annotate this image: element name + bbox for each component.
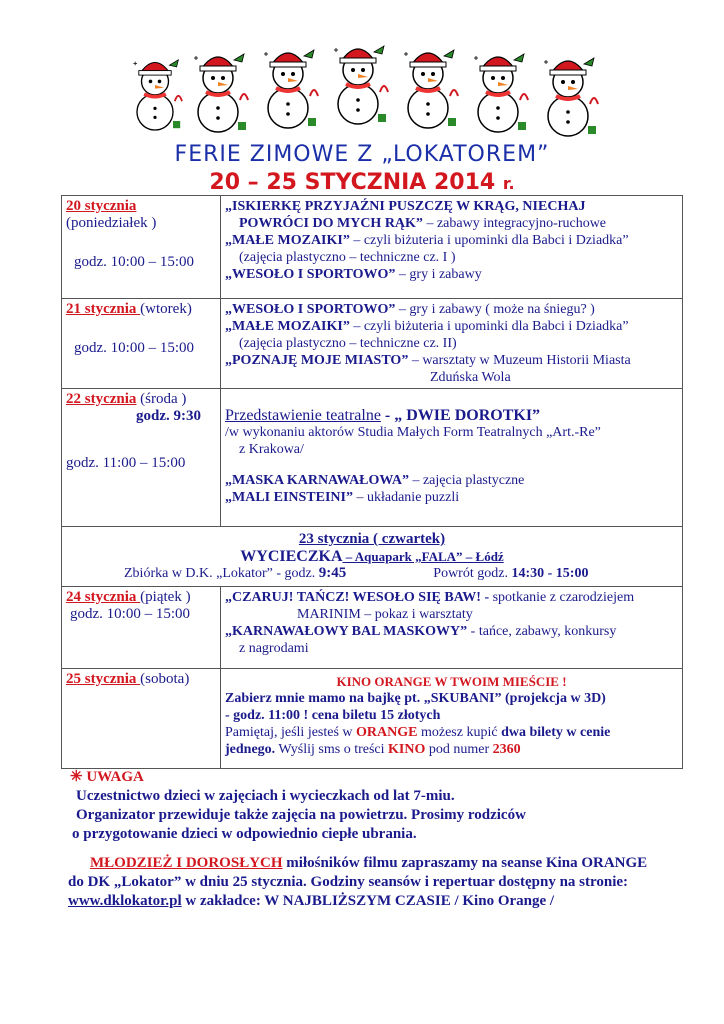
snowmen-banner (128, 40, 628, 140)
website-link[interactable]: www.dklokator.pl (68, 893, 182, 909)
asterisk-icon: ✳ (70, 769, 83, 785)
schedule-table (61, 195, 683, 769)
table-row: 21 stycznia (wtorek) godz. 10:00 – 15:00 „WESOŁO I SPORTOWO” – gry i zabawy ( może na śniegu? ) „MAŁE MOZAIKI” – czyli biżuteria i upominki dla Babci i Dziadka” (zajęcia plastyczno – techniczne cz. II) „POZNAJĘ MOJE MIASTO” – warsztaty w Muzeum Historii Miasta Zduńska Wola (62, 299, 683, 389)
table-row: 25 stycznia (sobota) KINO ORANGE W TWOIM MIEŚCIE ! Zabierz mnie mamo na bajkę pt. „SKUBANI” (projekcja w 3D) - godz. 11:00 ! cena biletu 15 złotych Pamiętaj, jeśli jesteś w ORANGE możesz kupić dwa bilety w cenie jednego. Wyślij sms o treści KINO pod numer 2360 (62, 669, 683, 769)
table-row: 23 stycznia ( czwartek) WYCIECZKA – Aquapark „FALA” – Łódź Zbiórka w D.K. „Lokator” - godz. 9:45 Powrót godz. 14:30 - 15:00 (62, 527, 683, 587)
table-row: 22 stycznia (środa ) godz. 9:30 godz. 11:00 – 15:00 Przedstawienie teatralne - „ DWIE DOROTKI” /w wykonaniu aktorów Studia Małych Form Teatralnych „Art.-Re” z Krakowa/ „MASKA KARNAWAŁOWA” – zajęcia plastyczne „MALI EINSTEINI” – układanie puzzli (62, 389, 683, 527)
date-range: 20 – 25 STYCZNIA 2014 r. (209, 170, 515, 195)
table-row: 20 stycznia (poniedziałek ) godz. 10:00 – 15:00 „ISKIERKĘ PRZYJAŹNI PUSZCZĘ W KRĄG, NIECHAJ POWRÓCI DO MYCH RĄK” – zabawy integracyjno-ruchowe „MAŁE MOZAIKI” – czyli biżuteria i upominki dla Babci i Dziadka” (zajęcia plastyczno – techniczne cz. I ) „WESOŁO I SPORTOWO” – gry i zabawy (62, 196, 683, 299)
page-title: FERIE ZIMOWE Z „LOKATOREM” (174, 142, 550, 167)
notes-section: ✳ UWAGA Uczestnictwo dzieci w zajęciach i wycieczkach od lat 7-miu. Organizator przewiduje także zajęcia na powietrzu. Prosimy rodziców o przygotowanie dzieci w odpowiednio ciepłe ubrania. MŁODZIEŻ I DOROSŁYCH miłośników filmu zapraszamy na seanse Kina ORANGE do DK „Lokator” w dniu 25 stycznia. Godziny seansów i repertuar dostępny na stronie: www.dklokator.pl w zakładce: W NAJBLIŻSZYM CZASIE / Kino Orange / (68, 769, 648, 909)
table-row: 24 stycznia (piątek ) godz. 10:00 – 15:00 „CZARUJ! TAŃCZ! WESOŁO SIĘ BAW! - spotkanie z czarodziejem MARINIM – pokaz i warsztaty „KARNAWAŁOWY BAL MASKOWY” - tańce, zabawy, konkursy z nagrodami (62, 587, 683, 669)
